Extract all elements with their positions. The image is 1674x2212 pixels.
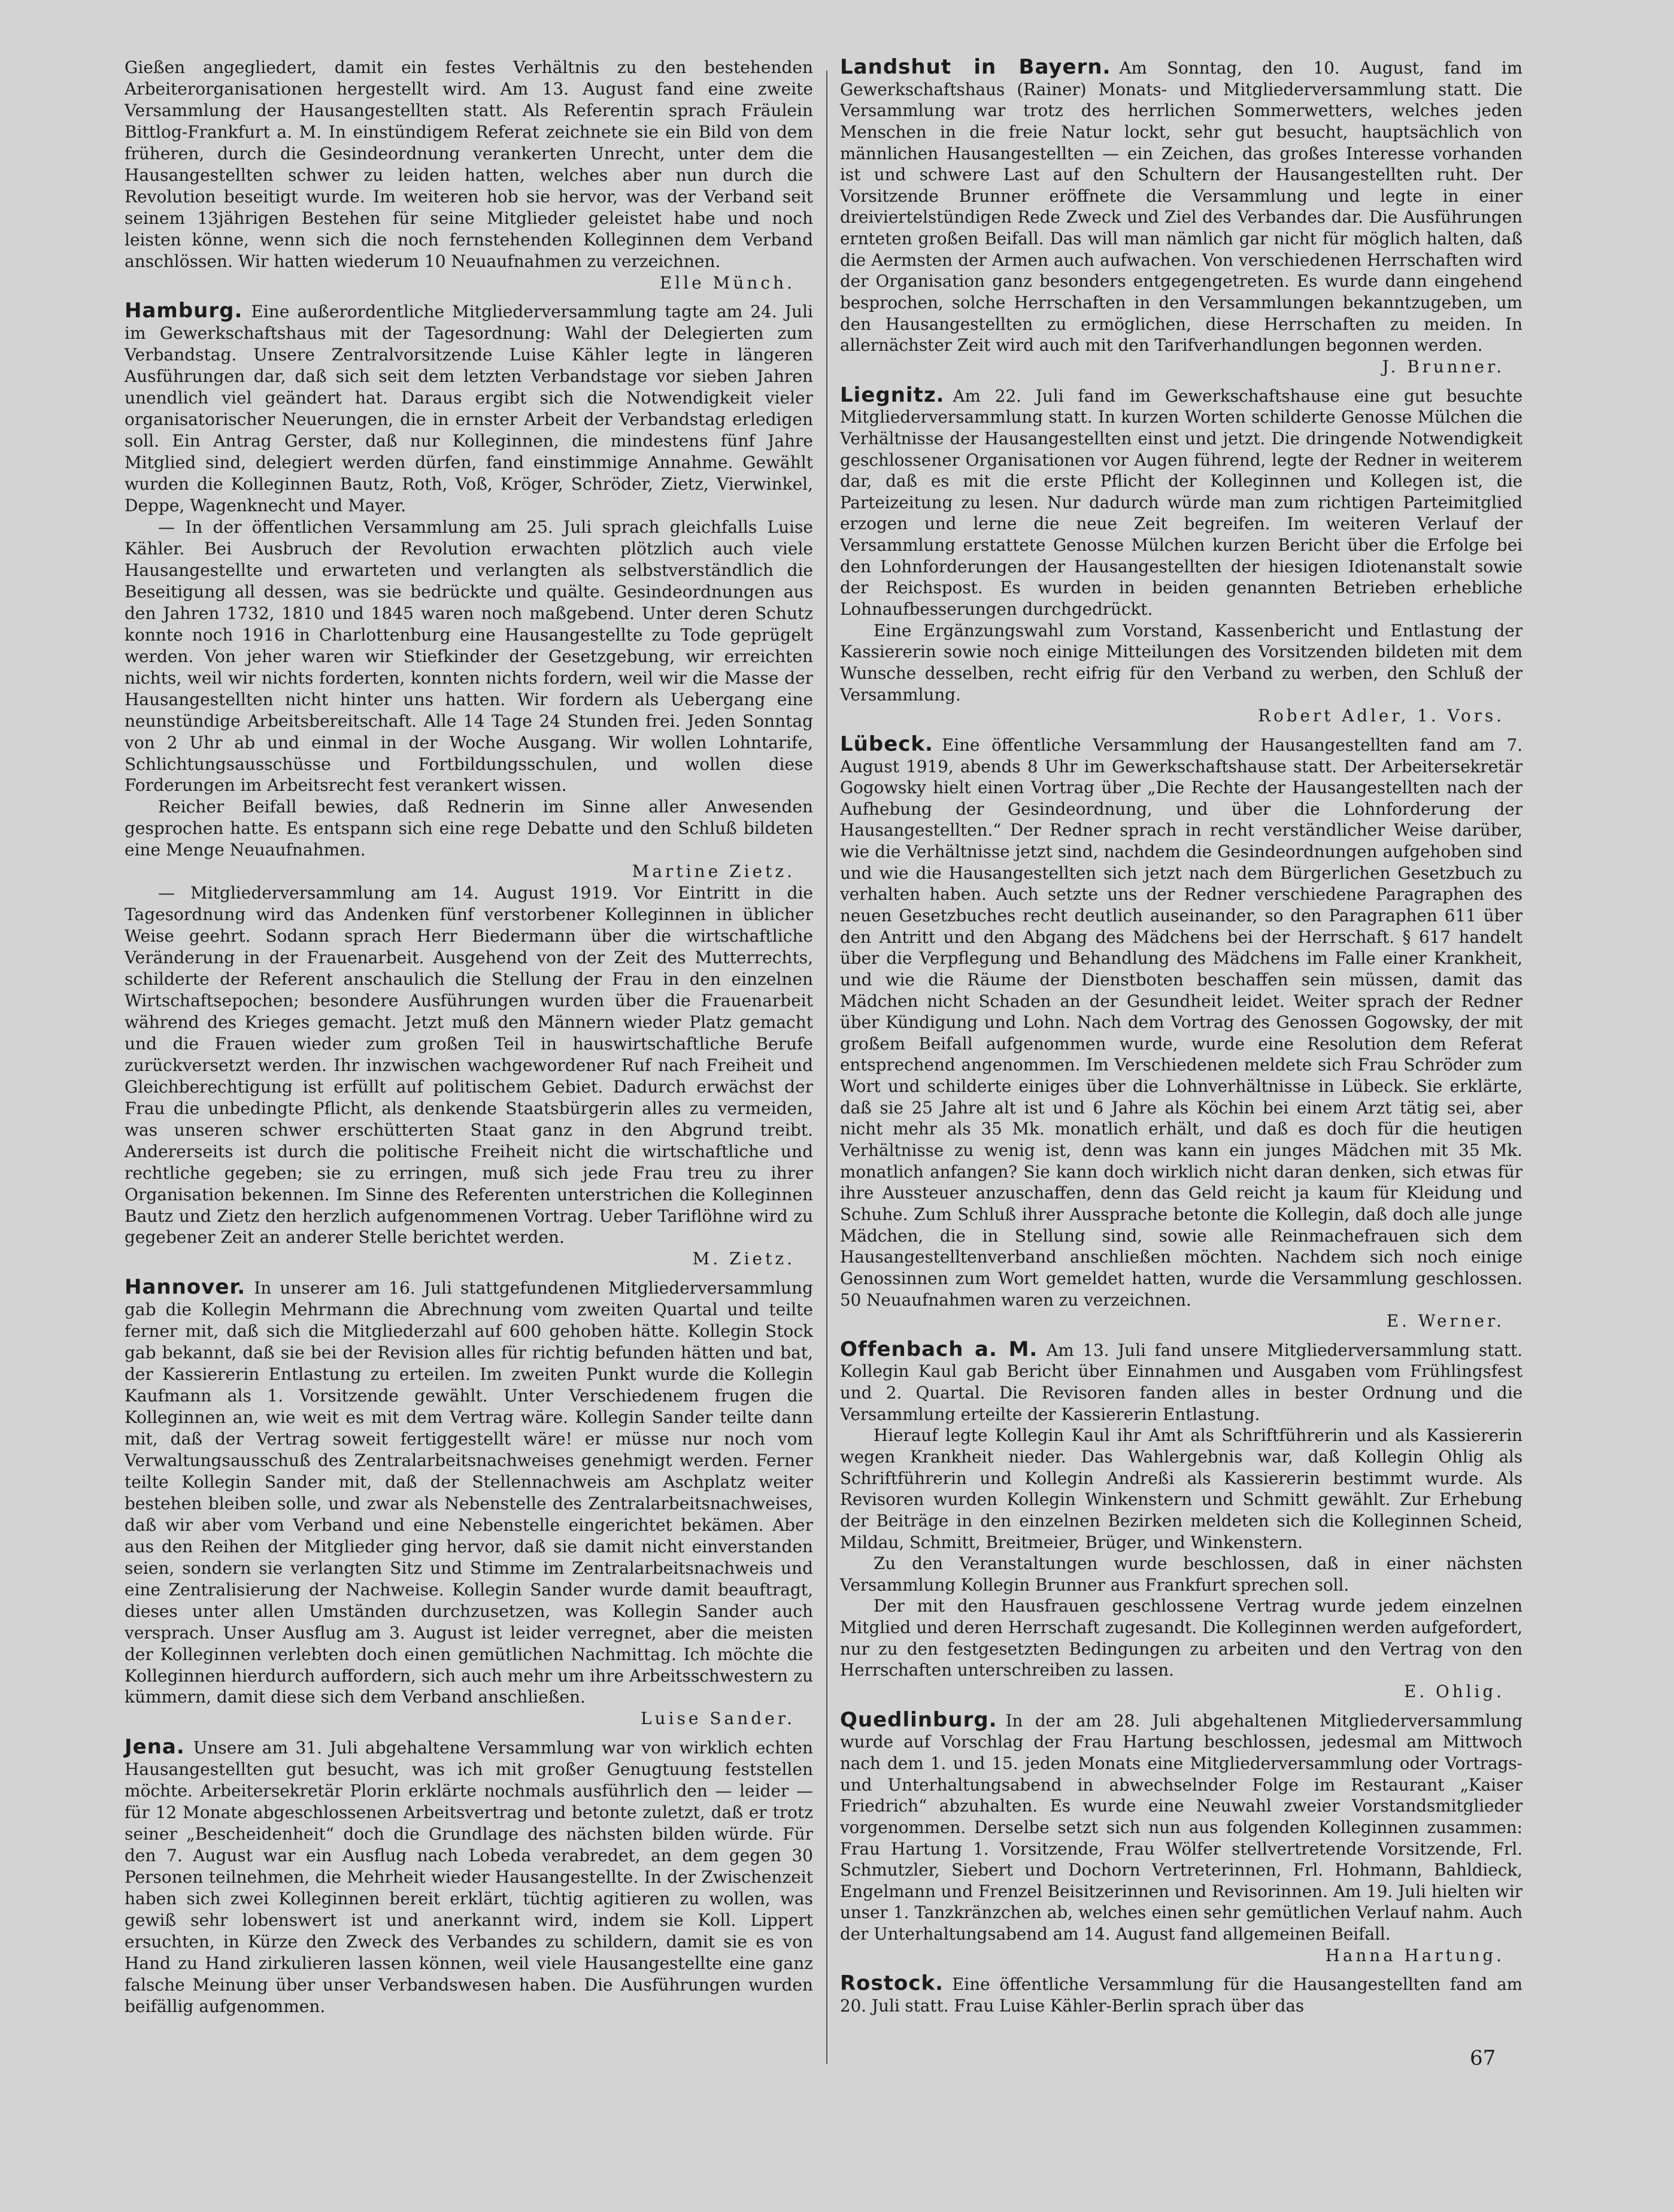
article-text: In unserer am 16. Juli stattgefundenen Mitgliederversammlung gab die Kollegin Mehrmann die Abrechnung vom zweiten Quartal und teilte ferner mit, daß sich die Mitgliederzahl auf 600 gehoben hätte. Kollegin Stock gab bekannt, daß sie bei der Revision alles für richtig befunden hätten und bat, der Kassiererin Entlastung zu erteilen. Im zweiten Punkt wurde die Kollegin Kaufmann als 1. Vorsitzende gewählt. Unter Verschiedenem frugen die Kolleginnen an, wie weit es mit dem Vertrag wäre. Kollegin Sander teilte dann mit, daß der Vertrag soweit fertiggestellt wäre! er müsse nur noch vom Verwaltungsausschuß des Zentralarbeitsnachweises genehmigt werden. Ferner teilte Kollegin Sander mit, daß der Stellennachweis am Aschplatz weiter bestehen bleiben solle, und zwar als Nebenstelle des Zentralarbeitsnachweises, daß wir aber vom Verband und eine Nebenstelle eingerichtet bekämen. Aber aus den Reihen der Mitglieder ging hervor, daß sie damit nicht einverstanden seien, sondern sie verlangten Sitz und Stimme im Zentralarbeitsnachweis und eine Zentralisierung der Nachweise. Kollegin Sander wurde damit beauftragt, dieses unter allen Umständen durchzusetzen, was Kollegin Sander auch versprach. Unser Ausflug am 3. August ist leider verregnet, aber die meisten der Kolleginnen verlebten doch einen gemütlichen Nachmittag. Ich möchte die Kolleginnen hierdurch auffordern, sich auch mehr um ihre Arbeitsschwestern zu kümmern, damit diese sich dem Verband anschließen.: [125, 1278, 813, 1707]
article-author: J. Brunner.: [1382, 356, 1505, 377]
article-text: — Mitgliederversammlung am 14. August 1919. Vor Eintritt in die Tagesordnung wird das Andenken fünf verstorbener Kolleginnen in üblicher Weise geehrt. Sodann sprach Herr Biedermann über die wirtschaftliche Veränderung in der Frauenarbeit. Ausgehend von der Zeit des Mutterrechts, schilderte der Referent anschaulich die Stellung der Frau in den einzelnen Wirtschaftsepochen; besondere Ausführungen wurden über die Frauenarbeit während des Krieges gemacht. Jetzt muß den Männern wieder Platz gemacht und die Frauen wieder zum großen Teil in hauswirtschaftliche Berufe zurückversetzt werden. Ihr inzwischen wachgewordener Ruf nach Freiheit und Gleichberechtigung ist erfüllt auf politischem Gebiet. Dadurch erwächst der Frau die unbedingte Pflicht, als denkende Staatsbürgerin alles zu vermeiden, was unseren schwer erschütterten Staat ganz in den Abgrund treibt. Andererseits ist durch die politische Freiheit nicht die wirtschaftliche und rechtliche gegeben; sie zu erringen, muß sich jede Frau treu zu ihrer Organisation bekennen. Im Sinne des Referenten unterstrichen die Kolleginnen Bautz und Zietz den herzlich aufgenommenen Vortrag. Ueber Tariflöhne wird zu gegebener Zeit an anderer Stelle berichtet werden.: [125, 883, 813, 1248]
article-text: Reicher Beifall bewies, daß Rednerin im Sinne aller Anwesenden gesprochen hatte. Es entspann sich eine rege Debatte und den Schluß bildeten eine Menge Neuaufnahmen.: [125, 797, 813, 860]
article-text: Eine öffentliche Versammlung für die Hausangestellten fand am 20. Juli statt. Frau Luise Kähler-Berlin sprach über das: [840, 1974, 1523, 2016]
right-column: [840, 57, 1523, 2024]
article-hamburg: [125, 301, 813, 1270]
article-landshut: [840, 57, 1523, 378]
article-text: Gießen angegliedert, damit ein festes Verhältnis zu den bestehenden Arbeiterorganisationen hergestellt wird. Am 13. August fand eine zweite Versammlung der Hausangestellten statt. Als Referentin sprach Fräulein Bittlog-Frankfurt a. M. In einstündigem Referat zeichnete sie ein Bild von dem früheren, durch die Gesindeordnung verankerten Unrecht, unter dem die Hausangestellten schwer zu leiden hatten, welches aber nun durch die Revolution beseitigt wurde. Im weiteren hob sie hervor, was der Verband seit seinem 13jährigen Bestehen für seine Mitglieder geleistet habe und noch leisten könne, wenn sich die noch fernstehenden Kolleginnen dem Verband anschlössen. Wir hatten wiederum 10 Neuaufnahmen zu verzeichnen.: [125, 57, 813, 271]
article-text: Der mit den Hausfrauen geschlossene Vertrag wurde jedem einzelnen Mitglied und deren Herrschaft zugesandt. Die Kolleginnen werden aufgefordert, nur zu den festgesetzten Bedingungen zu arbeiten und den Vertrag von den Herrschaften unterschreiben zu lassen.: [840, 1596, 1523, 1680]
article-jena: [125, 1737, 813, 2017]
article-author: Hanna Hartung.: [1325, 1945, 1505, 1965]
article-text: Zu den Veranstaltungen wurde beschlossen, daß in einer nächsten Versammlung Kollegin Brunner aus Frankfurt sprechen soll.: [840, 1553, 1523, 1595]
article-giessen-continuation: [125, 57, 813, 293]
place-heading: Hannover.: [125, 1275, 246, 1300]
place-heading: Jena.: [125, 1735, 185, 1759]
article-offenbach: [840, 1339, 1523, 1703]
article-text: Am 22. Juli fand im Gewerkschaftshause eine gut besuchte Mitgliederversammlung statt. In kurzen Worten schilderte Genosse Mülchen die Verhältnisse der Hausangestellten einst und jetzt. Die dringende Notwendigkeit geschlossener Organisationen vor Augen führend, legte der Redner in weiterem dar, daß es mit die erste Pflicht der Kolleginnen und Kollegen ist, die Parteizeitung zu lesen. Nur dadurch würde man zum richtigen Parteimitglied erzogen und lerne die neue Zeit begreifen. Im weiteren Verlauf der Versammlung erstattete Genosse Mülchen kurzen Bericht über die Erfolge bei den Lohnforderungen der Hausangestellten der hiesigen Idiotenanstalt sowie der Reichspost. Es wurden in beiden genannten Betrieben erhebliche Lohnaufbesserungen durchgedrückt.: [840, 386, 1523, 620]
article-author: Martine Zietz.: [632, 861, 795, 882]
article-text: Hierauf legte Kollegin Kaul ihr Amt als Schriftführerin und als Kassiererin wegen Krankheit nieder. Das Wahlergebnis war, daß Kollegin Ohlig als Schriftführerin und Kollegin Andreßi als Kassiererin bestimmt wurde. Als Revisoren wurden Kollegin Winkenstern und Schmitt gewählt. Zur Erhebung der Beiträge in den einzelnen Bezirken meldeten sich die Kolleginnen Scheid, Mildau, Schmitt, Breitmeier, Brüger, und Winkenstern.: [840, 1425, 1523, 1552]
article-text: Eine öffentliche Versammlung der Hausangestellten fand am 7. August 1919, abends 8 Uhr im Gewerkschaftshause statt. Der Arbeitersekretär Gogowsky hielt einen Vortrag über „Die Rechte der Hausangestellten nach der Aufhebung der Gesindeordnung, und über die Lohnforderung der Hausangestellten.“ Der Redner sprach in recht verständlicher Weise darüber, wie die Verhältnisse jetzt sind, nachdem die Gesindeordnungen aufgehoben sind und wie die Hausangestellten sich jetzt nach dem Bürgerlichen Gesetzbuch zu verhalten haben. Auch setzte uns der Redner verschiedene Paragraphen des neuen Gesetzbuches recht deutlich auseinander, so den Paragraphen 611 über den Antritt und den Abgang des Mädchens bei der Herrschaft. § 617 handelt über die Verpflegung und Behandlung des Mädchens im Falle einer Krankheit, und wie die Räume der Dienstboten beschaffen sein müssen, damit das Mädchen nicht Schaden an der Gesundheit leidet. Weiter sprach der Redner über Kündigung und Lohn. Nach dem Vortrag des Genossen Gogowsky, der mit großem Beifall aufgenommen wurde, wurde eine Resolution dem Referat entsprechend angenommen. Im Verschiedenen meldete sich Frau Schröder zum Wort und schilderte einiges über die Lohnverhältnisse in Lübeck. Sie erklärte, daß sie 25 Jahre alt ist und 6 Jahre als Köchin bei einem Arzt tätig sei, aber nicht mehr als 35 Mk. monatlich erhält, und daß es doch für die heutigen Verhältnisse zu wenig ist, denn was kann ein junges Mädchen mit 35 Mk. monatlich anfangen? Sie kann doch wirklich nicht daran denken, sich etwas für ihre Aussteuer anzuschaffen, denn das Geld reicht ja kaum für Kleidung und Schuhe. Zum Schluß ihrer Aussprache betonte die Kollegin, daß doch alle junge Mädchen, die in Stellung sind, sowie alle Reinmachefrauen sich dem Hausangestelltenverband anschließen möchten. Nachdem sich noch einige Genossinnen zum Wort gemeldet hatten, wurde die Versammlung geschlossen. 50 Neuaufnahmen waren zu verzeichnen.: [840, 735, 1523, 1310]
article-text: Eine Ergänzungswahl zum Vorstand, Kassenbericht und Entlastung der Kassiererin sowie noch einige Mitteilungen des Vorsitzenden bildeten mit dem Wunsche desselben, recht eifrig für den Verband zu werben, den Schluß der Versammlung.: [840, 620, 1523, 705]
article-text: Am Sonntag, den 10. August, fand im Gewerkschaftshaus (Rainer) Monats- und Mitgliederversammlung statt. Die Versammlung war trotz des herrlichen Sommerwetters, welches jeden Menschen in die freie Natur lockt, sehr gut besucht, hauptsächlich von männlichen Hausangestellten — ein Zeichen, das großes Interesse vorhanden ist und schwere Last auf den Schultern der Hausangestellten ruht. Der Vorsitzende Brunner eröffnete die Versammlung und legte in einer dreiviertelstündigen Rede Zweck und Ziel des Verbandes dar. Die Ausführungen ernteten großen Beifall. Das will man nämlich gar nicht für möglich halten, daß die Aermsten der Armen auch aufwachen. Von verschiedenen Herrschaften wird der Organisation ganz besonders entgegengetreten. Es wurde dann eingehend besprochen, solche Herrschaften in den Versammlungen bekanntzugeben, um den Hausangestellten zu ermöglichen, diese Herrschaften zu meiden. In allernächster Zeit wird auch mit den Tarifverhandlungen begonnen werden.: [840, 58, 1523, 356]
article-text: Unsere am 31. Juli abgehaltene Versammlung war von wirklich echten Hausangestellten gut besucht, was ich mit großer Genugtuung feststellen möchte. Arbeitersekretär Plorin erklärte nochmals ausführlich den — leider — für 12 Monate abgeschlossenen Arbeitsvertrag und betonte zuletzt, daß er trotz seiner „Bescheidenheit“ doch die Grundlage des nächsten bilden würde. Für den 7. August war ein Ausflug nach Lobeda verabredet, an dem gegen 30 Personen teilnehmen, die Mehrheit wieder Hausangestellte. In der Zwischenzeit haben sich zwei Kolleginnen bereit erklärt, tüchtig agitieren zu wollen, was gewiß sehr lobenswert ist und anerkannt wird, indem sie Koll. Lippert ersuchten, in Kürze den Zweck des Verbandes zu schildern, damit sie es von Hand zu Hand zirkulieren lassen können, weil viele Hausangestellte eine ganz falsche Meinung über unser Verbandswesen haben. Die Ausführungen wurden beifällig aufgenommen.: [125, 1738, 813, 2016]
article-author: Elle Münch.: [659, 272, 795, 293]
article-author: Robert Adler, 1. Vors.: [1258, 706, 1505, 726]
place-heading: Landshut in Bayern.: [840, 55, 1111, 79]
article-text: Am 13. Juli fand unsere Mitgliederversammlung statt. Kollegin Kaul gab Bericht über Einnahmen und Ausgaben vom Frühlingsfest und 2. Quartal. Die Revisoren fanden alles in bester Ordnung und die Versammlung erteilte der Kassiererin Entlastung.: [840, 1340, 1523, 1424]
place-heading: Liegnitz.: [840, 383, 945, 407]
left-column: [125, 57, 813, 2025]
place-heading: Rostock.: [840, 1971, 944, 1996]
article-rostock: [840, 1973, 1523, 2016]
article-text: Eine außerordentliche Mitgliederversammlung tagte am 24. Juli im Gewerkschaftshaus mit der Tagesordnung: Wahl der Delegierten zum Verbandstag. Unsere Zentralvorsitzende Luise Kähler legte in längeren Ausführungen dar, daß sich seit dem letzten Verbandstage vor sieben Jahren unendlich viel geändert hat. Daraus ergibt sich die Notwendigkeit vieler organisatorischer Neuerungen, die in ernster Arbeit der Verbandstag erledigen soll. Ein Antrag Gerster, daß nur Kolleginnen, die mindestens fünf Jahre Mitglied sind, delegiert werden dürfen, fand einstimmige Annahme. Gewählt wurden die Kolleginnen Bautz, Roth, Voß, Kröger, Schröder, Zietz, Vierwinkel, Deppe, Wagenknecht und Mayer.: [125, 302, 813, 516]
article-text: — In der öffentlichen Versammlung am 25. Juli sprach gleichfalls Luise Kähler. Bei Ausbruch der Revolution erwachten plötzlich auch viele Hausangestellte und erwarteten und verlangten als selbstverständlich die Beseitigung all dessen, was sie bedrückte und quälte. Gesindeordnungen aus den Jahren 1732, 1810 und 1845 waren noch maßgebend. Unter deren Schutz konnte noch 1916 in Charlottenburg eine Hausangestellte zu Tode geprügelt werden. Von jeher waren wir Stiefkinder der Gesetzgebung, wir erreichten nichts, weil wir nichts forderten, konnten nichts fordern, weil wir die Masse der Hausangestellten nicht hinter uns hatten. Wir fordern als Uebergang eine neunstündige Arbeitsbereitschaft. Alle 14 Tage 24 Stunden frei. Jeden Sonntag von 2 Uhr ab und einmal in der Woche Ausgang. Wir wollen Lohntarife, Schlichtungsausschüsse und Fortbildungsschulen, und wollen diese Forderungen im Arbeitsrecht fest verankert wissen.: [125, 517, 813, 796]
place-heading: Quedlinburg.: [840, 1707, 997, 1732]
place-heading: Hamburg.: [125, 299, 243, 323]
place-heading: Lübeck.: [840, 732, 933, 756]
page-number: 67: [1470, 2046, 1496, 2070]
article-luebeck: [840, 734, 1523, 1332]
article-hannover: [125, 1277, 813, 1729]
article-author: E. Werner.: [1386, 1311, 1505, 1331]
article-author: M. Zietz.: [692, 1249, 795, 1269]
column-divider: [826, 71, 827, 2064]
article-text: In der am 28. Juli abgehaltenen Mitgliederversammlung wurde auf Vorschlag der Frau Hartung beschlossen, jedesmal am Mittwoch nach dem 1. und 15. jeden Monats eine Mitgliederversammlung oder Vortrags- und Unterhaltungsabend in abwechselnder Folge im Restaurant „Kaiser Friedrich“ abzuhalten. Es wurde eine Neuwahl zweier Vorstandsmitglieder vorgenommen. Derselbe setzt sich nun aus folgenden Kolleginnen zusammen: Frau Hartung 1. Vorsitzende, Frau Wölfer stellvertretende Vorsitzende, Frl. Schmutzler, Siebert und Dochorn Vertreterinnen, Frl. Hohmann, Bahldieck, Engelmann und Frenzel Beisitzerinnen und Revisorinnen. Am 19. Juli hielten wir unser 1. Tanzkränzchen ab, welches einen sehr gemütlichen Verlauf nahm. Auch der Unterhaltungsabend am 14. August fand allgemeinen Beifall.: [840, 1710, 1523, 1944]
article-liegnitz: [840, 385, 1523, 727]
article-author: Luise Sander.: [640, 1709, 795, 1729]
place-heading: Offenbach a. M.: [840, 1337, 1038, 1361]
article-quedlinburg: [840, 1707, 1523, 1967]
article-author: E. Ohlig.: [1404, 1682, 1505, 1702]
